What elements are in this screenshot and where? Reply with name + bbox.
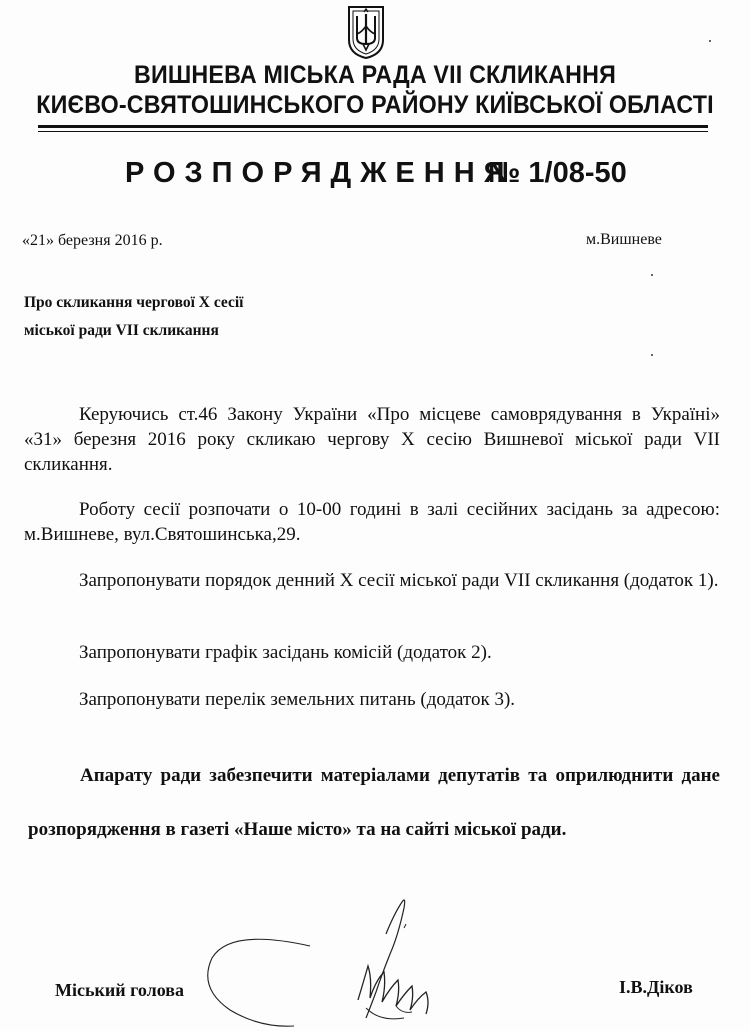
document-date: «21» березня 2016 р. <box>22 232 163 249</box>
body-paragraph-5: Запропонувати перелік земельних питань (додаток 3). <box>79 689 516 710</box>
body-paragraph-4: Запропонувати графік засідань комісій (додаток 2). <box>79 642 492 663</box>
signatory-name: І.В.Діков <box>619 977 693 997</box>
scan-speck <box>651 274 653 276</box>
scan-speck <box>709 40 711 42</box>
body-paragraph-3-text: Запропонувати порядок денний Х сесії міської ради VII скликання (додаток 1). <box>79 570 719 591</box>
document-number: № 1/08-50 <box>488 157 627 189</box>
council-name-line1: ВИШНЕВА МІСЬКА РАДА VII СКЛИКАННЯ <box>133 61 617 89</box>
body-paragraph-2-text: Роботу сесії розпочати о 10-00 годині в залі сесійних засідань за адресою: м.Вишневе, вул.Святошинська,29. <box>24 499 720 545</box>
body-paragraph-1 <box>24 402 720 477</box>
body-paragraph-1-text: Керуючись ст.46 Закону України «Про місцеве самоврядування в Україні» «31» березня 2016 року скликаю чергову Х сесію Вишневої міської ради VII скликання. <box>24 404 720 475</box>
handwritten-signature <box>190 888 490 1031</box>
scan-speck <box>651 354 653 356</box>
header-divider-thick <box>38 125 708 128</box>
trident-emblem-icon <box>345 4 387 60</box>
body-paragraph-6-text: Апарату ради забезпечити матеріалами депутатів та оприлюднити дане розпорядження в газеті «Наше місто» та на сайті міської ради. <box>28 765 720 840</box>
document-place: м.Вишневе <box>586 231 662 248</box>
signatory-position: Міський голова <box>55 980 184 1000</box>
body-paragraph-2 <box>24 497 720 547</box>
body-paragraph-3 <box>24 568 720 593</box>
header-divider-thin <box>38 131 708 132</box>
council-name-line2: КИЄВО-СВЯТОШИНСЬКОГО РАЙОНУ КИЇВСЬКОЇ ОБЛАСТІ <box>36 91 714 119</box>
document-type: РОЗПОРЯДЖЕННЯ <box>125 157 514 189</box>
body-paragraph-6 <box>28 749 720 857</box>
subject-line1: Про скликання чергової Х сесії <box>24 294 244 311</box>
subject-line2: міської ради VII скликання <box>24 322 219 339</box>
